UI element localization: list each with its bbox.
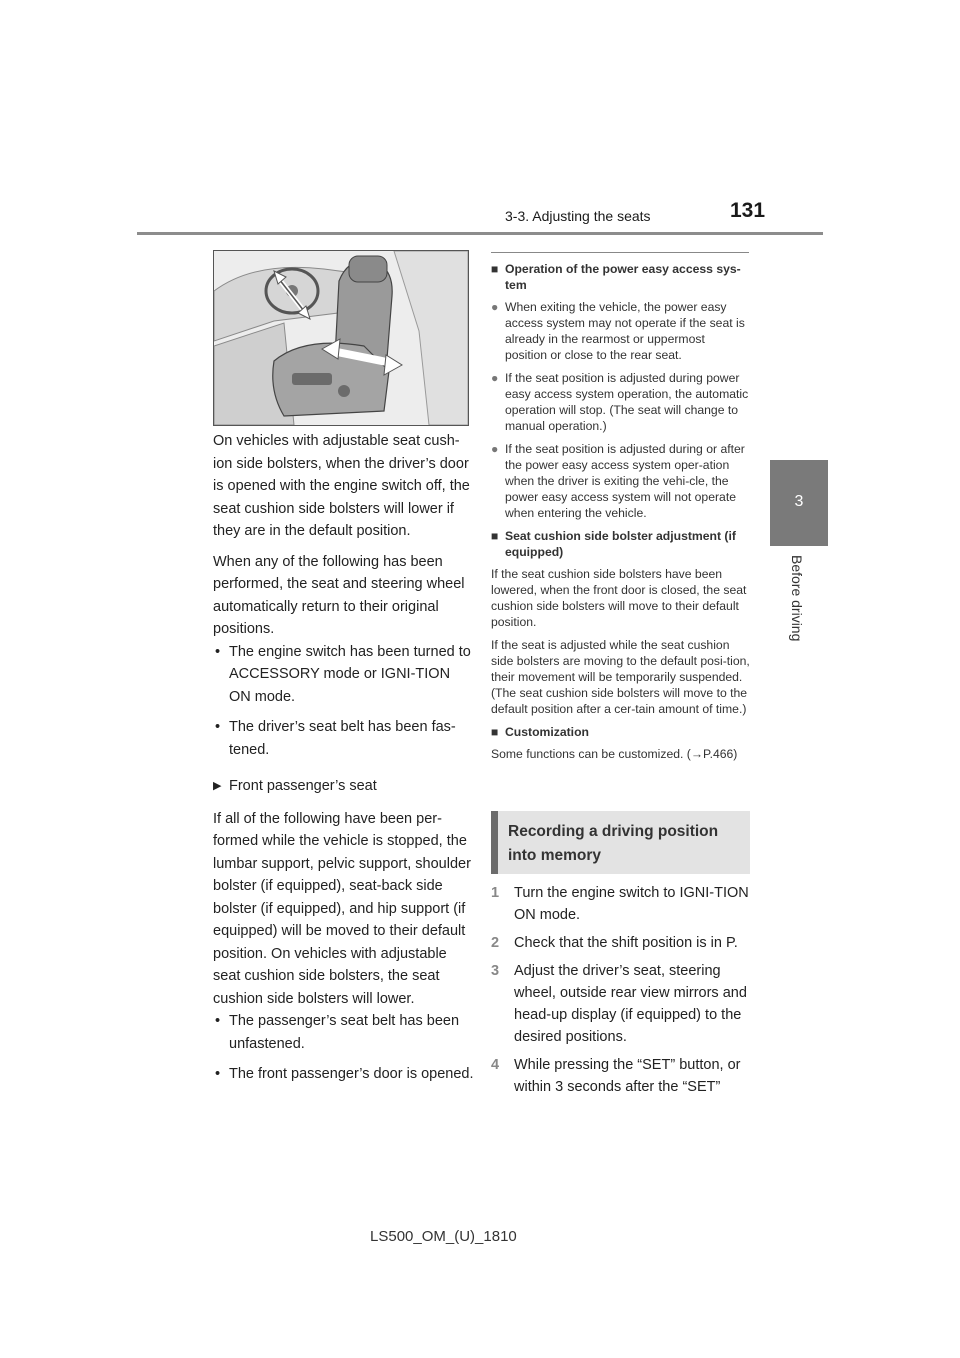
note-paragraph: If the seat is adjusted while the seat cushion side bolsters are moving to the default posi-tion, their movement will be temporarily suspended. (The seat cushion side bolsters will move to the default position after a cer-tain amount of time.) <box>491 638 750 716</box>
step-text: Adjust the driver’s seat, steering wheel, outside rear view mirrors and head-up display (if equipped) to the desired positions. <box>514 963 747 1045</box>
document-code: LS500_OM_(U)_1810 <box>370 1228 517 1245</box>
square-icon: ■ <box>491 529 499 543</box>
section-heading <box>491 261 750 293</box>
page-number: 131 <box>730 199 766 222</box>
steps-list <box>491 882 753 1104</box>
step-number: 2 <box>491 935 500 951</box>
column-divider <box>491 252 749 253</box>
note-text: If the seat position is adjusted during power easy access system operation, the automatic operation will stop. (The seat will change to manual operation.) <box>505 371 749 433</box>
step-text: Check that the shift position is in P. <box>514 935 738 951</box>
step-item <box>491 960 753 1048</box>
seat-drawing <box>214 251 468 425</box>
section-heading-label: Seat cushion side bolster adjustment (if equipped) <box>505 529 736 559</box>
section-heading <box>491 528 750 560</box>
step-number: 4 <box>491 1057 500 1073</box>
step-text: While pressing the “SET” button, or within 3 seconds after the “SET” <box>514 1057 741 1095</box>
section-heading <box>491 724 750 740</box>
step-number: 3 <box>491 963 500 979</box>
square-icon: ■ <box>491 262 499 276</box>
chapter-label: Before driving <box>789 555 805 642</box>
note-paragraph: If the seat cushion side bolsters have been lowered, when the front door is closed, the seat cushion side bolsters will move to their default position. <box>491 567 747 629</box>
circle-bullet-icon: ● <box>491 300 499 314</box>
chapter-number: 3 <box>794 493 804 510</box>
sub-heading-label: Front passenger’s seat <box>229 778 377 794</box>
paragraph: When any of the following has been performed, the seat and steering wheel automatically return to their original positions. <box>213 553 465 637</box>
note-paragraph: Some functions can be customized. (→P.466) <box>491 747 738 761</box>
step-item <box>491 932 753 954</box>
step-number: 1 <box>491 885 500 901</box>
paragraph: On vehicles with adjustable seat cush-ion side bolsters, when the driver’s door is opened with the engine switch off, the seat cushion side bolsters will lower if they are in the default position. <box>213 433 470 539</box>
chapter-label-wrap <box>779 555 805 667</box>
bullet-item: • The driver’s seat belt has been fas-tened. <box>213 716 475 761</box>
note-text: If the seat position is adjusted during or after the power easy access system oper-ation when the driver is exiting the vehi-cle, the power easy access system will not operate when entering the vehicle. <box>505 442 745 520</box>
sub-heading <box>213 775 475 798</box>
note-item <box>491 370 750 434</box>
left-column <box>213 430 475 1094</box>
note-text: When exiting the vehicle, the power easy access system may not operate if the seat is already in the rearmost or uppermost position or close to the rear seat. <box>505 300 745 362</box>
step-text: Turn the engine switch to IGNI-TION ON mode. <box>514 885 749 923</box>
seat-illustration <box>213 250 469 426</box>
chapter-tab <box>770 460 828 546</box>
circle-bullet-icon: ● <box>491 442 499 456</box>
recording-heading-box <box>491 811 750 874</box>
recording-heading: Recording a driving position into memory <box>508 823 719 864</box>
note-item <box>491 299 750 363</box>
section-heading-label: Operation of the power easy access sys-tem <box>505 262 741 292</box>
note-item <box>491 441 750 521</box>
triangle-icon: ▶ <box>213 780 222 792</box>
bullet-item: • The engine switch has been turned to ACCESSORY mode or IGNI-TION ON mode. <box>213 641 475 709</box>
section-title: 3-3. Adjusting the seats <box>505 208 651 224</box>
bullet-item: • The front passenger’s door is opened. <box>213 1063 475 1086</box>
step-item <box>491 882 753 926</box>
step-item <box>491 1054 753 1098</box>
right-column <box>491 252 750 769</box>
circle-bullet-icon: ● <box>491 371 499 385</box>
paragraph: If all of the following have been per-formed while the vehicle is stopped, the lumbar support, pelvic support, shoulder bolster (if equipped), seat-back side bolster (if equipped), and hip support (if equipped) will be moved to their default position. On vehicles with adjustable seat cushion side bolsters, the seat cushion side bolsters will lower. <box>213 810 471 1007</box>
header-divider <box>137 232 823 235</box>
bullet-item: • The passenger’s seat belt has been unfastened. <box>213 1010 475 1055</box>
section-heading-label: Customization <box>505 725 589 739</box>
square-icon: ■ <box>491 725 499 739</box>
